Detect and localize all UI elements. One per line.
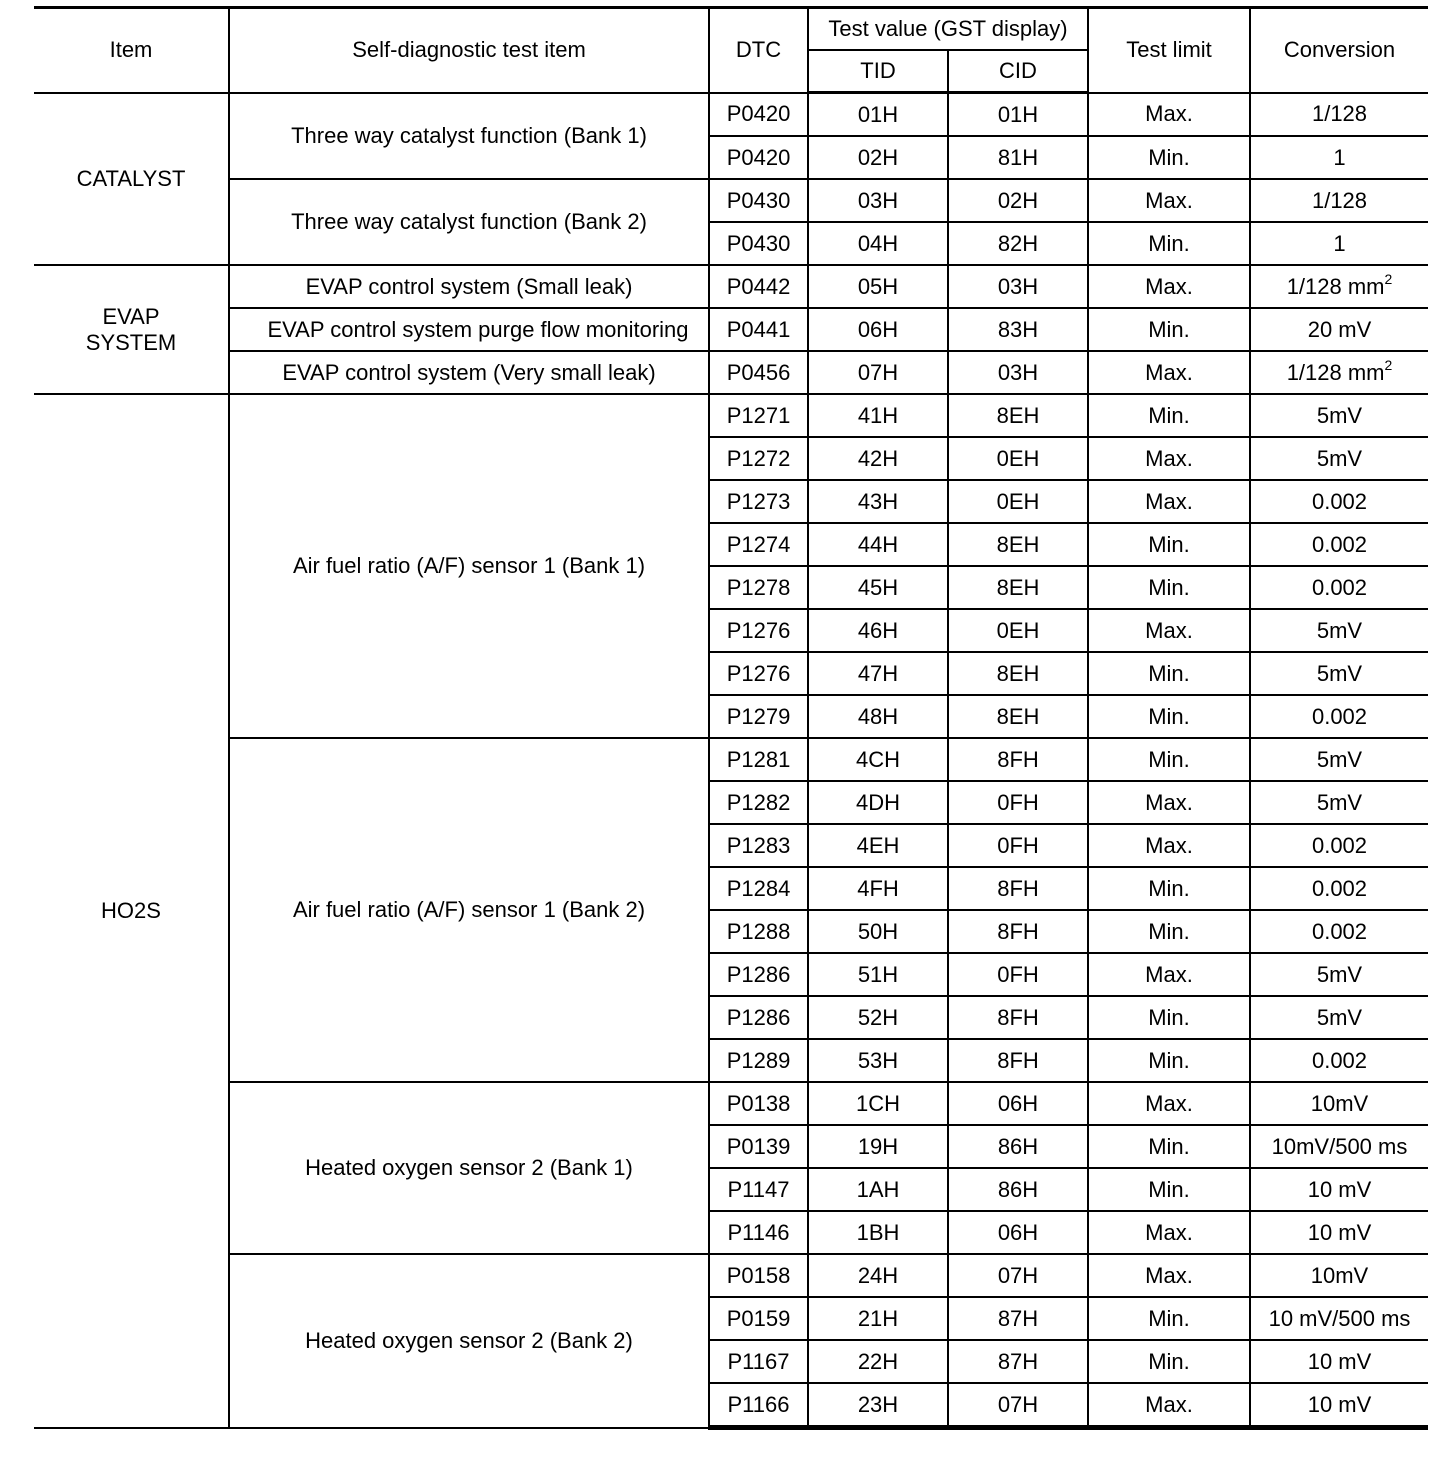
conversion-cell — [1250, 1082, 1428, 1125]
tid-cell: 07H — [808, 351, 948, 394]
conversion-value: 1 — [1333, 230, 1346, 256]
cid-cell: 8EH — [948, 394, 1088, 437]
tid-cell: 02H — [808, 136, 948, 179]
test-item-cell: Heated oxygen sensor 2 (Bank 2) — [229, 1254, 709, 1428]
test-limit-cell: Max. — [1088, 953, 1250, 996]
dtc-cell: P1271 — [709, 394, 808, 437]
conversion-value: 5mV — [1316, 961, 1363, 987]
tid-cell: 1BH — [808, 1211, 948, 1254]
conversion-cell — [1250, 695, 1428, 738]
dtc-cell: P1281 — [709, 738, 808, 781]
conversion-value: 5mV — [1316, 402, 1363, 428]
test-limit-cell: Min. — [1088, 1039, 1250, 1082]
table-row — [34, 179, 1428, 222]
cid-cell: 8FH — [948, 910, 1088, 953]
dtc-cell: P1288 — [709, 910, 808, 953]
conversion-value: 5mV — [1316, 1004, 1363, 1030]
dtc-cell: P1279 — [709, 695, 808, 738]
conversion-value: 0.002 — [1311, 1047, 1368, 1073]
test-limit-cell: Min. — [1088, 136, 1250, 179]
tid-cell: 23H — [808, 1383, 948, 1428]
conversion-cell — [1250, 93, 1428, 137]
cid-cell: 07H — [948, 1254, 1088, 1297]
test-limit-cell: Min. — [1088, 695, 1250, 738]
conversion-value: 5mV — [1316, 660, 1363, 686]
tid-cell: 04H — [808, 222, 948, 265]
conversion-value: 5mV — [1316, 789, 1363, 815]
test-limit-cell: Max. — [1088, 265, 1250, 308]
conversion-value: 1/128 — [1311, 101, 1368, 127]
tid-cell: 4DH — [808, 781, 948, 824]
cid-cell: 06H — [948, 1211, 1088, 1254]
header-dtc: DTC — [709, 8, 808, 93]
test-limit-cell: Min. — [1088, 738, 1250, 781]
cid-cell: 06H — [948, 1082, 1088, 1125]
conversion-cell — [1250, 1254, 1428, 1297]
dtc-cell: P1276 — [709, 652, 808, 695]
tid-cell: 51H — [808, 953, 948, 996]
test-limit-cell: Max. — [1088, 1211, 1250, 1254]
test-item-cell: Air fuel ratio (A/F) sensor 1 (Bank 1) — [229, 394, 709, 738]
conversion-cell — [1250, 781, 1428, 824]
conversion-cell — [1250, 351, 1428, 394]
dtc-cell: P1282 — [709, 781, 808, 824]
cid-cell: 8FH — [948, 738, 1088, 781]
self-diagnostic-table — [34, 6, 1428, 1430]
conversion-cell — [1250, 652, 1428, 695]
cid-cell: 81H — [948, 136, 1088, 179]
conversion-value: 0.002 — [1311, 918, 1368, 944]
tid-cell: 24H — [808, 1254, 948, 1297]
dtc-cell: P0442 — [709, 265, 808, 308]
cid-cell: 87H — [948, 1340, 1088, 1383]
conversion-cell — [1250, 1297, 1428, 1340]
conversion-superscript: 2 — [1384, 356, 1393, 373]
dtc-cell: P0138 — [709, 1082, 808, 1125]
conversion-value: 0.002 — [1311, 574, 1368, 600]
test-item-cell: EVAP control system purge flow monitoring — [229, 308, 709, 351]
header-item: Item — [34, 8, 229, 93]
tid-cell: 44H — [808, 523, 948, 566]
test-limit-cell: Max. — [1088, 1254, 1250, 1297]
dtc-cell: P0430 — [709, 222, 808, 265]
test-limit-cell: Max. — [1088, 781, 1250, 824]
dtc-cell: P0158 — [709, 1254, 808, 1297]
tid-cell: 46H — [808, 609, 948, 652]
test-limit-cell: Max. — [1088, 1082, 1250, 1125]
cid-cell: 8FH — [948, 1039, 1088, 1082]
conversion-cell — [1250, 996, 1428, 1039]
dtc-cell: P0441 — [709, 308, 808, 351]
conversion-value: 1/128 mm — [1286, 359, 1385, 385]
test-limit-cell: Min. — [1088, 308, 1250, 351]
test-item-cell: Air fuel ratio (A/F) sensor 1 (Bank 2) — [229, 738, 709, 1082]
test-limit-cell: Min. — [1088, 652, 1250, 695]
test-limit-cell: Min. — [1088, 867, 1250, 910]
cid-cell: 02H — [948, 179, 1088, 222]
test-limit-cell: Max. — [1088, 93, 1250, 137]
conversion-cell — [1250, 1168, 1428, 1211]
test-limit-cell: Min. — [1088, 1340, 1250, 1383]
tid-cell: 21H — [808, 1297, 948, 1340]
dtc-cell: P1286 — [709, 953, 808, 996]
conversion-value: 5mV — [1316, 746, 1363, 772]
conversion-cell — [1250, 910, 1428, 953]
conversion-value: 10 mV — [1307, 1176, 1372, 1202]
conversion-value: 10 mV/500 ms — [1268, 1305, 1411, 1331]
cid-cell: 0EH — [948, 480, 1088, 523]
cid-cell: 0EH — [948, 609, 1088, 652]
table-row — [34, 1082, 1428, 1125]
header-test-item: Self-diagnostic test item — [229, 8, 709, 93]
cid-cell: 8EH — [948, 566, 1088, 609]
tid-cell: 05H — [808, 265, 948, 308]
test-limit-cell: Min. — [1088, 1168, 1250, 1211]
tid-cell: 50H — [808, 910, 948, 953]
table-row — [34, 351, 1428, 394]
conversion-cell — [1250, 179, 1428, 222]
test-limit-cell: Min. — [1088, 566, 1250, 609]
conversion-cell — [1250, 867, 1428, 910]
table-row — [34, 265, 1428, 308]
dtc-cell: P1283 — [709, 824, 808, 867]
dtc-cell: P1284 — [709, 867, 808, 910]
test-limit-cell: Max. — [1088, 351, 1250, 394]
table-row — [34, 738, 1428, 781]
tid-cell: 4EH — [808, 824, 948, 867]
cid-cell: 0FH — [948, 953, 1088, 996]
conversion-cell — [1250, 437, 1428, 480]
header-test-value: Test value (GST display) — [808, 8, 1088, 51]
header-test-limit: Test limit — [1088, 8, 1250, 93]
test-limit-cell: Max. — [1088, 480, 1250, 523]
dtc-cell: P1147 — [709, 1168, 808, 1211]
conversion-cell — [1250, 1211, 1428, 1254]
conversion-value: 10mV — [1310, 1090, 1369, 1116]
table-row — [34, 93, 1428, 137]
tid-cell: 43H — [808, 480, 948, 523]
test-limit-cell: Max. — [1088, 1383, 1250, 1428]
conversion-value: 0.002 — [1311, 875, 1368, 901]
dtc-cell: P1273 — [709, 480, 808, 523]
cid-cell: 8EH — [948, 652, 1088, 695]
tid-cell: 53H — [808, 1039, 948, 1082]
cid-cell: 01H — [948, 93, 1088, 137]
test-item-cell: Three way catalyst function (Bank 1) — [229, 93, 709, 180]
conversion-cell — [1250, 1340, 1428, 1383]
item-label: EVAP SYSTEM — [85, 303, 177, 355]
conversion-superscript: 2 — [1384, 270, 1393, 287]
dtc-cell: P0456 — [709, 351, 808, 394]
dtc-cell: P1166 — [709, 1383, 808, 1428]
conversion-value: 0.002 — [1311, 531, 1368, 557]
cid-cell: 87H — [948, 1297, 1088, 1340]
conversion-value: 1/128 — [1311, 187, 1368, 213]
item-cell: CATALYST — [34, 93, 229, 266]
conversion-cell — [1250, 308, 1428, 351]
cid-cell: 86H — [948, 1168, 1088, 1211]
test-limit-cell: Min. — [1088, 910, 1250, 953]
conversion-value: 10 mV — [1307, 1348, 1372, 1374]
cid-cell: 03H — [948, 265, 1088, 308]
test-item-cell: Three way catalyst function (Bank 2) — [229, 179, 709, 265]
conversion-value: 0.002 — [1311, 488, 1368, 514]
tid-cell: 22H — [808, 1340, 948, 1383]
conversion-cell — [1250, 566, 1428, 609]
conversion-cell — [1250, 609, 1428, 652]
tid-cell: 03H — [808, 179, 948, 222]
item-cell — [34, 265, 229, 394]
test-limit-cell: Max. — [1088, 179, 1250, 222]
dtc-cell: P1272 — [709, 437, 808, 480]
dtc-cell: P0430 — [709, 179, 808, 222]
tid-cell: 1CH — [808, 1082, 948, 1125]
conversion-cell — [1250, 1383, 1428, 1428]
dtc-cell: P0420 — [709, 136, 808, 179]
tid-cell: 1AH — [808, 1168, 948, 1211]
conversion-cell — [1250, 824, 1428, 867]
conversion-value: 1 — [1333, 144, 1346, 170]
test-item-cell: Heated oxygen sensor 2 (Bank 1) — [229, 1082, 709, 1254]
test-limit-cell: Min. — [1088, 1297, 1250, 1340]
table-body — [34, 93, 1428, 1428]
conversion-cell — [1250, 222, 1428, 265]
conversion-value: 5mV — [1316, 445, 1363, 471]
conversion-cell — [1250, 738, 1428, 781]
table-row — [34, 308, 1428, 351]
conversion-value: 1/128 mm — [1286, 273, 1385, 299]
conversion-value: 10 mV — [1307, 1391, 1372, 1417]
test-limit-cell: Min. — [1088, 523, 1250, 566]
conversion-cell — [1250, 1039, 1428, 1082]
conversion-cell — [1250, 480, 1428, 523]
dtc-cell: P1274 — [709, 523, 808, 566]
dtc-cell: P1276 — [709, 609, 808, 652]
cid-cell: 0FH — [948, 781, 1088, 824]
cid-cell: 83H — [948, 308, 1088, 351]
cid-cell: 8EH — [948, 695, 1088, 738]
cid-cell: 0FH — [948, 824, 1088, 867]
test-limit-cell: Max. — [1088, 437, 1250, 480]
conversion-value: 0.002 — [1311, 832, 1368, 858]
cid-cell: 07H — [948, 1383, 1088, 1428]
conversion-value: 5mV — [1316, 617, 1363, 643]
cid-cell: 03H — [948, 351, 1088, 394]
conversion-cell — [1250, 265, 1428, 308]
tid-cell: 42H — [808, 437, 948, 480]
tid-cell: 4FH — [808, 867, 948, 910]
cid-cell: 8FH — [948, 996, 1088, 1039]
conversion-value: 0.002 — [1311, 703, 1368, 729]
table-row — [34, 394, 1428, 437]
conversion-value: 10 mV — [1307, 1219, 1372, 1245]
test-limit-cell: Max. — [1088, 609, 1250, 652]
test-limit-cell: Min. — [1088, 394, 1250, 437]
conversion-cell — [1250, 394, 1428, 437]
dtc-cell: P1167 — [709, 1340, 808, 1383]
table-row — [34, 1254, 1428, 1297]
header-tid: TID — [808, 50, 948, 93]
test-limit-cell: Min. — [1088, 1125, 1250, 1168]
tid-cell: 06H — [808, 308, 948, 351]
header-conversion: Conversion — [1250, 8, 1428, 93]
tid-cell: 01H — [808, 93, 948, 137]
dtc-cell: P0159 — [709, 1297, 808, 1340]
test-limit-cell: Max. — [1088, 824, 1250, 867]
tid-cell: 19H — [808, 1125, 948, 1168]
dtc-cell: P1286 — [709, 996, 808, 1039]
header-cid: CID — [948, 50, 1088, 93]
conversion-cell — [1250, 1125, 1428, 1168]
tid-cell: 52H — [808, 996, 948, 1039]
conversion-value: 20 mV — [1307, 316, 1372, 342]
test-limit-cell: Min. — [1088, 996, 1250, 1039]
item-cell: HO2S — [34, 394, 229, 1428]
cid-cell: 86H — [948, 1125, 1088, 1168]
dtc-cell: P1278 — [709, 566, 808, 609]
dtc-cell: P1289 — [709, 1039, 808, 1082]
tid-cell: 41H — [808, 394, 948, 437]
tid-cell: 45H — [808, 566, 948, 609]
tid-cell: 4CH — [808, 738, 948, 781]
conversion-value: 10mV/500 ms — [1271, 1133, 1408, 1159]
dtc-cell: P0420 — [709, 93, 808, 137]
conversion-cell — [1250, 953, 1428, 996]
cid-cell: 0EH — [948, 437, 1088, 480]
test-item-cell: EVAP control system (Very small leak) — [229, 351, 709, 394]
tid-cell: 47H — [808, 652, 948, 695]
cid-cell: 82H — [948, 222, 1088, 265]
conversion-cell — [1250, 523, 1428, 566]
dtc-cell: P1146 — [709, 1211, 808, 1254]
test-limit-cell: Min. — [1088, 222, 1250, 265]
cid-cell: 8FH — [948, 867, 1088, 910]
conversion-value: 10mV — [1310, 1262, 1369, 1288]
test-item-cell: EVAP control system (Small leak) — [229, 265, 709, 308]
cid-cell: 8EH — [948, 523, 1088, 566]
conversion-cell — [1250, 136, 1428, 179]
dtc-cell: P0139 — [709, 1125, 808, 1168]
tid-cell: 48H — [808, 695, 948, 738]
